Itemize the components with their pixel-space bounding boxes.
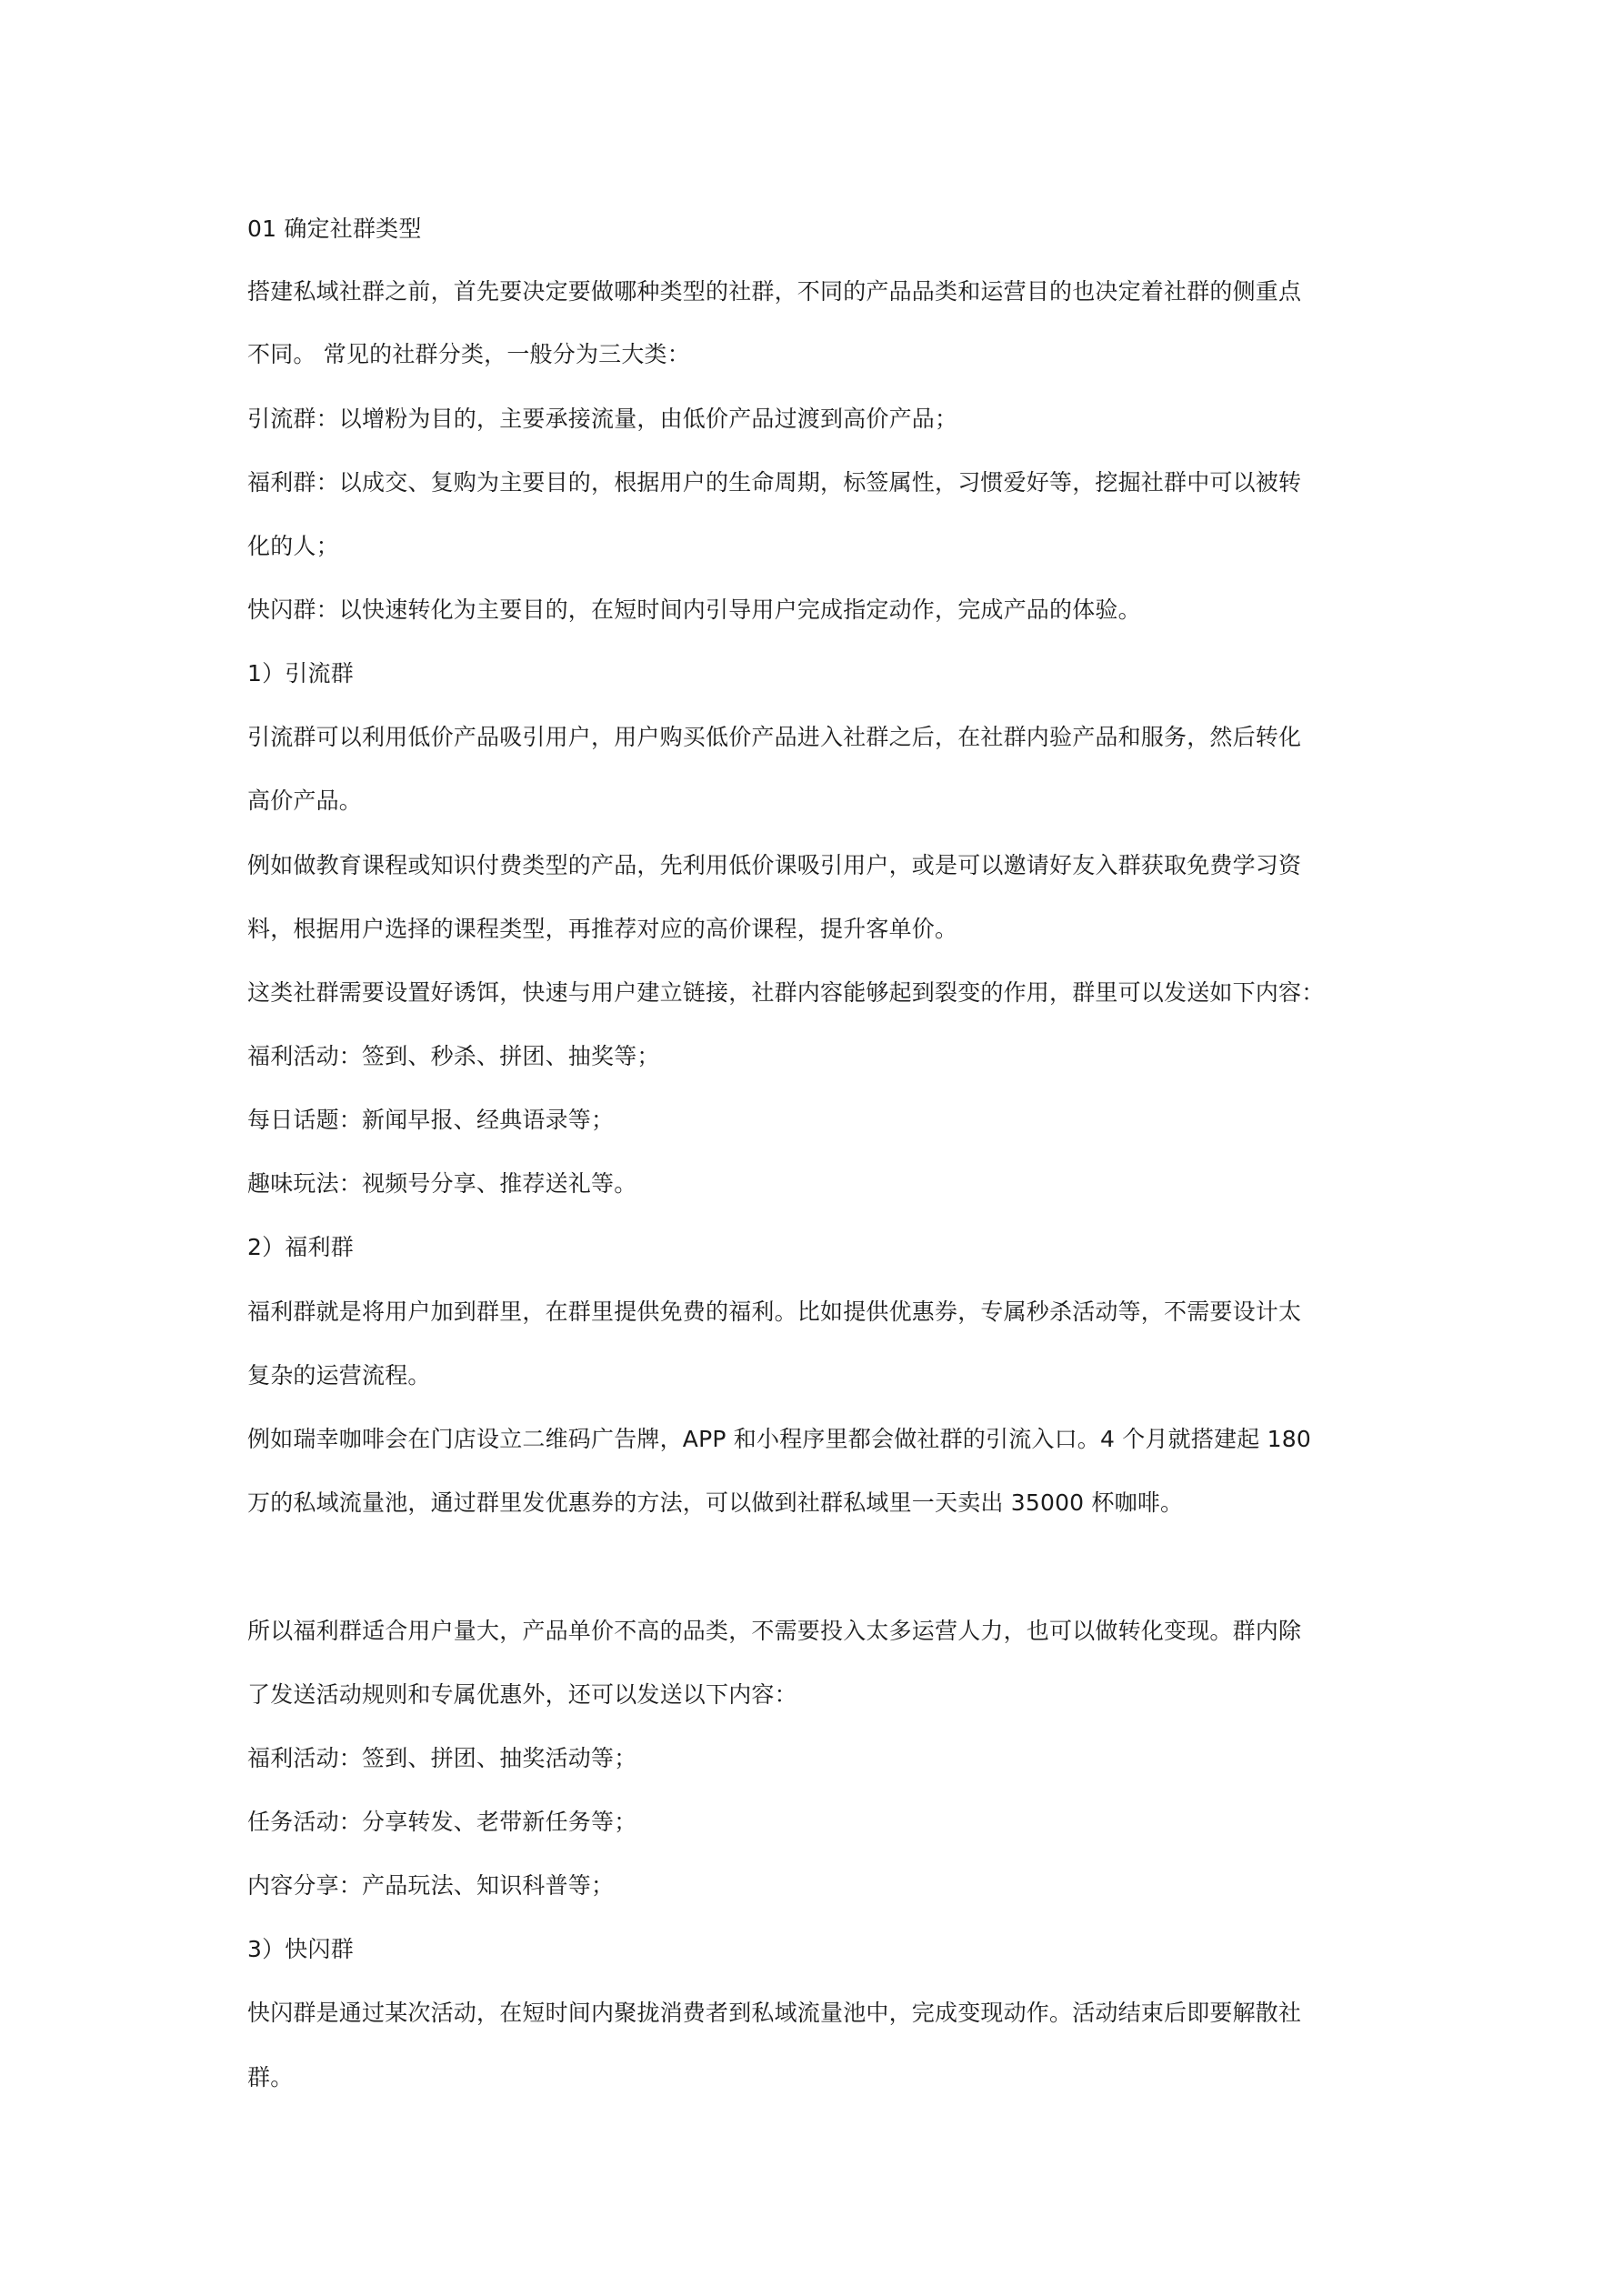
paragraph-line: 趣味玩法：视频号分享、推荐送礼等。 xyxy=(247,1170,637,1197)
paragraph-line: 复杂的运营流程。 xyxy=(247,1362,431,1389)
paragraph-line: 快闪群是通过某次活动，在短时间内聚拢消费者到私域流量池中，完成变现动作。活动结束后即要解散社 xyxy=(247,2000,1302,2026)
paragraph-line: 万的私域流量池，通过群里发优惠券的方法，可以做到社群私域里一天卖出 35000 杯咖啡。 xyxy=(247,1489,1184,1516)
paragraph-line: 福利群就是将用户加到群里，在群里提供免费的福利。比如提供优惠券，专属秒杀活动等，不需要设计太 xyxy=(247,1298,1302,1325)
paragraph-line: 福利群：以成交、复购为主要目的，根据用户的生命周期，标签属性，习惯爱好等，挖掘社群中可以被转 xyxy=(247,469,1302,496)
paragraph-line: 例如瑞幸咖啡会在门店设立二维码广告牌，APP 和小程序里都会做社群的引流入口。4 个月就搭建起 180 xyxy=(247,1426,1311,1452)
paragraph-line: 搭建私域社群之前，首先要决定要做哪种类型的社群，不同的产品品类和运营目的也决定着社群的侧重点 xyxy=(247,278,1302,305)
paragraph-line: 所以福利群适合用户量大，产品单价不高的品类，不需要投入太多运营人力，也可以做转化变现。群内除 xyxy=(247,1618,1302,1644)
paragraph-line: 福利活动：签到、拼团、抽奖活动等； xyxy=(247,1745,637,1771)
subsection-heading: 1）引流群 xyxy=(247,660,354,687)
paragraph-line: 了发送活动规则和专属优惠外，还可以发送以下内容： xyxy=(247,1681,797,1708)
paragraph-line: 引流群：以增粉为目的，主要承接流量，由低价产品过渡到高价产品； xyxy=(247,406,958,432)
paragraph-line: 福利活动：签到、秒杀、拼团、抽奖等； xyxy=(247,1043,660,1069)
subsection-heading: 3）快闪群 xyxy=(247,1936,354,1962)
paragraph-line: 化的人； xyxy=(247,533,339,559)
paragraph-line: 快闪群：以快速转化为主要目的，在短时间内引导用户完成指定动作，完成产品的体验。 xyxy=(247,597,1141,623)
paragraph-line: 不同。 常见的社群分类，一般分为三大类： xyxy=(247,341,690,367)
paragraph-line: 每日话题：新闻早报、经典语录等； xyxy=(247,1107,615,1133)
paragraph-line: 群。 xyxy=(247,2064,294,2090)
paragraph-line: 内容分享：产品玩法、知识科普等； xyxy=(247,1872,615,1899)
paragraph-line: 这类社群需要设置好诱饵，快速与用户建立链接，社群内容能够起到裂变的作用，群里可以发送如下内容： xyxy=(247,979,1325,1006)
paragraph-line: 高价产品。 xyxy=(247,787,363,814)
paragraph-line: 例如做教育课程或知识付费类型的产品，先利用低价课吸引用户，或是可以邀请好友入群获取免费学习资 xyxy=(247,852,1302,878)
paragraph-line: 料，根据用户选择的课程类型，再推荐对应的高价课程，提升客单价。 xyxy=(247,916,958,942)
section-heading: 01 确定社群类型 xyxy=(247,216,422,242)
document-page xyxy=(247,0,1384,2296)
paragraph-line: 引流群可以利用低价产品吸引用户，用户购买低价产品进入社群之后，在社群内验产品和服务，然后转化 xyxy=(247,724,1302,750)
paragraph-line: 任务活动：分享转发、老带新任务等； xyxy=(247,1809,637,1835)
subsection-heading: 2）福利群 xyxy=(247,1234,354,1260)
